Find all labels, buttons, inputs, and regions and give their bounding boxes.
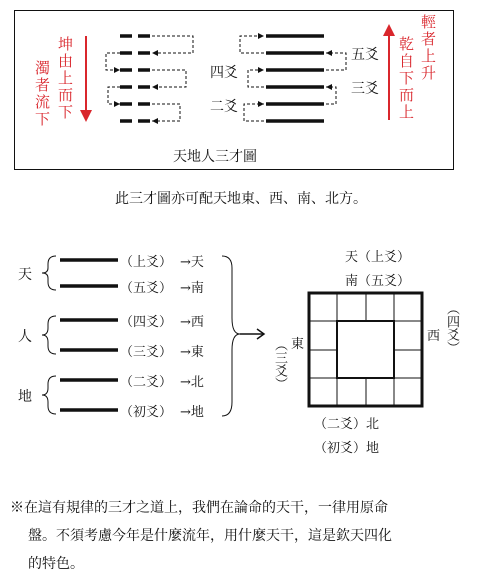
qian-hexagram bbox=[266, 36, 324, 121]
qian-ascends-text: 乾自下而上 bbox=[397, 36, 415, 121]
right-label-west: 西 bbox=[427, 329, 441, 344]
light-rises-text: 輕者上升 bbox=[419, 14, 437, 82]
down-arrow-icon bbox=[80, 36, 92, 122]
row-yao-label: （二爻） bbox=[120, 375, 173, 390]
row-yao-label: （四爻） bbox=[120, 315, 173, 330]
row-direction-label: →天 bbox=[180, 255, 204, 270]
qian-flow-path bbox=[240, 36, 346, 121]
group-earth-label: 地 bbox=[18, 389, 32, 405]
row-direction-label: →東 bbox=[180, 345, 204, 360]
up-arrow-icon bbox=[383, 24, 395, 120]
bottom-label-north: （二爻）北 bbox=[314, 417, 380, 432]
note-line: 的特色。 bbox=[28, 556, 84, 572]
kun-flow-path bbox=[106, 36, 193, 121]
group-heaven-label: 天 bbox=[18, 267, 32, 283]
label-three-yao: 三爻 bbox=[351, 81, 379, 97]
left-label-east: 東 bbox=[291, 337, 305, 352]
bottom-label-earth: （初爻）地 bbox=[314, 441, 380, 456]
right-arrow-icon bbox=[240, 329, 264, 339]
yao-lines bbox=[60, 260, 118, 410]
row-yao-label: （初爻） bbox=[120, 405, 173, 420]
group-human-label: 人 bbox=[18, 329, 32, 345]
note-paragraph bbox=[10, 494, 470, 578]
label-five-yao: 五爻 bbox=[351, 47, 379, 63]
note-line: 盤。不須考慮今年是什麼流年，用什麼天干，這是欽天四化 bbox=[28, 528, 392, 544]
label-four-yao: 四爻 bbox=[210, 65, 238, 81]
note-line: ※在這有規律的三才之道上，我們在論命的天干，一律用原命 bbox=[10, 500, 388, 516]
direction-square bbox=[309, 293, 422, 406]
top-label-heaven: 天（上爻） bbox=[345, 250, 411, 265]
turbid-flows-down-text: 濁者流下 bbox=[33, 60, 51, 128]
row-direction-label: →西 bbox=[180, 315, 204, 330]
row-direction-label: →南 bbox=[180, 281, 204, 296]
figure-title: 天地人三才圖 bbox=[173, 149, 257, 165]
row-yao-label: （三爻） bbox=[120, 345, 173, 360]
figure-caption: 此三才圖亦可配天地東、西、南、北方。 bbox=[115, 191, 367, 207]
row-yao-label: （上爻） bbox=[120, 255, 173, 270]
kun-descends-text: 坤由上而下 bbox=[56, 36, 74, 121]
top-label-south: 南（五爻） bbox=[345, 274, 411, 289]
left-label-three-yao: （三爻） bbox=[272, 338, 287, 390]
label-two-yao: 二爻 bbox=[210, 99, 238, 115]
right-label-four-yao: （四爻） bbox=[444, 302, 459, 354]
row-yao-label: （五爻） bbox=[120, 281, 173, 296]
row-direction-label: →北 bbox=[180, 375, 204, 390]
kun-hexagram bbox=[120, 36, 150, 121]
row-direction-label: →地 bbox=[180, 405, 204, 420]
